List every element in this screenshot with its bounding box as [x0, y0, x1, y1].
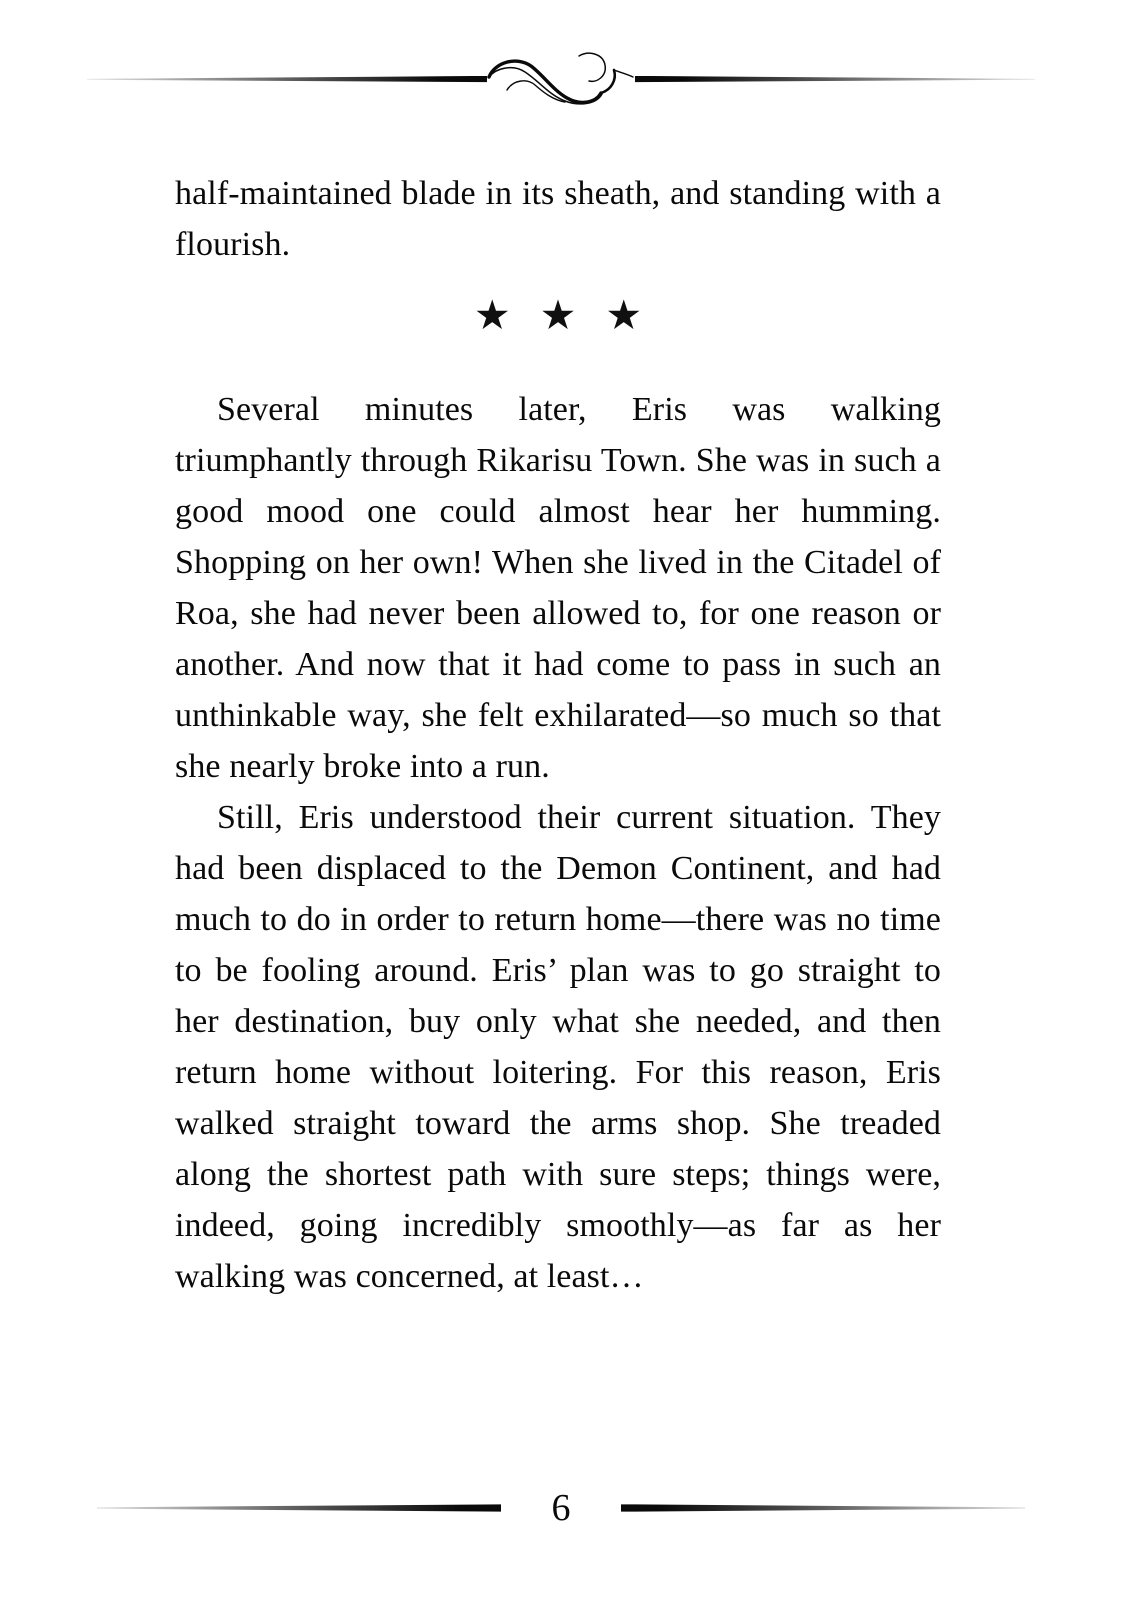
star-icon: ★ — [539, 291, 577, 338]
continued-paragraph: half-maintained blade in its sheath, and standing with a flourish. — [175, 175, 941, 263]
paragraph: Still, Eris understood their current situation. They had been displaced to the Demon Continent, and had much to do in order to return home—there was no time to be fooling around. Eris’ plan was to go straight to her destination, buy only what she needed, and then return home without loitering. For this reason, Eris walked straight toward the arms shop. She treaded along the shortest path with sure steps; things were, indeed, going incredibly smoothly—as far as her walking was concerned, at least… — [175, 799, 941, 1295]
star-icon: ★ — [605, 291, 643, 338]
flourish-ornament-icon — [483, 46, 639, 112]
star-icon: ★ — [473, 291, 511, 338]
scene-divider — [175, 290, 941, 340]
header-rule-right — [635, 76, 1035, 83]
header-rule-left — [87, 76, 487, 83]
page-footer — [0, 1478, 1122, 1538]
footer-rule-left — [97, 1504, 501, 1512]
page-number: 6 — [551, 1487, 571, 1529]
footer-rule-right — [621, 1504, 1025, 1512]
page-body — [175, 168, 941, 1302]
paragraph: Several minutes later, Eris was walking triumphantly through Rikarisu Town. She was in such a good mood one could almost hear her humming. Shopping on her own! When she lived in the Citadel of Roa, she had never been allowed to, for one reason or another. And now that it had come to pass in such an unthinkable way, she felt exhilarated—so much so that she nearly broke into a run. — [175, 391, 941, 785]
header-ornament — [0, 46, 1122, 112]
